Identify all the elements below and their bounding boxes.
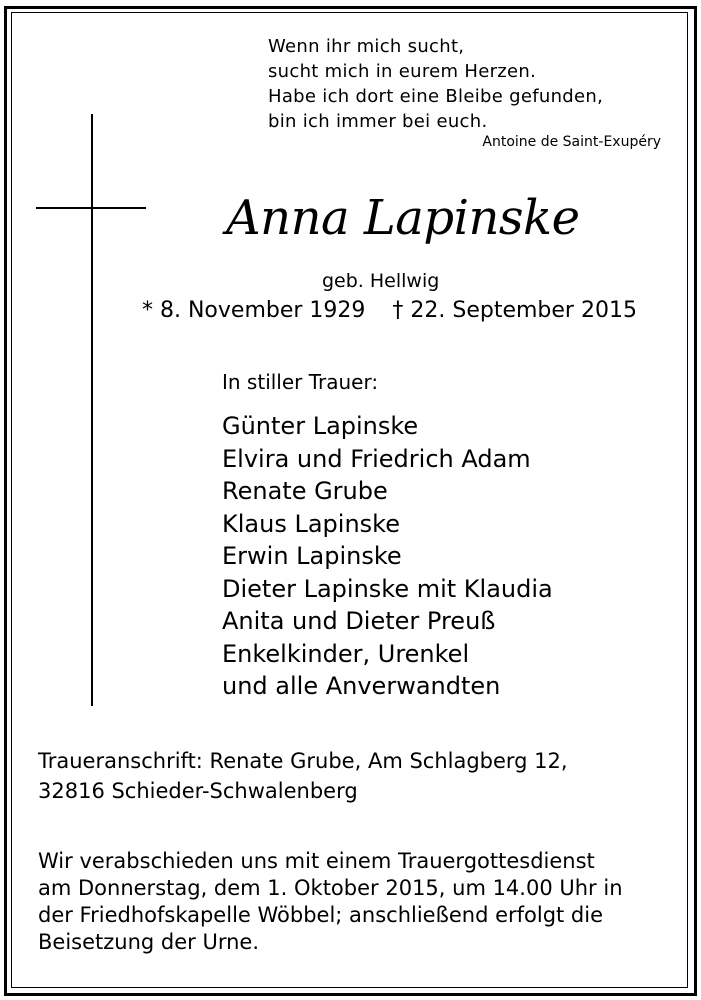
poem [268, 34, 603, 134]
poem-line: sucht mich in eurem Herzen. [268, 61, 537, 82]
mourner-name: Enkelkinder, Urenkel [222, 639, 470, 668]
ceremony-line: am Donnerstag, dem 1. Oktober 2015, um 14.00 Uhr in [38, 876, 623, 900]
poem-line: Habe ich dort eine Bleibe gefunden, [268, 86, 604, 107]
birth-date: * 8. November 1929 [142, 298, 366, 323]
cross-icon [91, 114, 93, 706]
mourner-name: Anita und Dieter Preuß [222, 607, 496, 635]
mourner-name: und alle Anverwandten [222, 672, 501, 700]
life-dates [142, 298, 637, 323]
poem-line: bin ich immer bei euch. [268, 111, 488, 132]
mourner-name: Elvira und Friedrich Adam [222, 444, 531, 473]
mourner-name: Renate Grube [222, 477, 388, 505]
mourners-list [222, 410, 553, 703]
poem-line: Wenn ihr mich sucht, [268, 36, 465, 57]
ceremony-line: Beisetzung der Urne. [38, 930, 260, 954]
cross-icon-bar [36, 207, 146, 209]
mourner-name: Erwin Lapinske [222, 542, 402, 570]
mourning-address [38, 746, 568, 806]
mourning-label: In stiller Trauer: [222, 370, 379, 394]
poem-author: Antoine de Saint-Exupéry [482, 134, 661, 150]
ceremony-notice [38, 848, 623, 956]
maiden-name: geb. Hellwig [322, 270, 440, 292]
deceased-name: Anna Lapinske [226, 190, 580, 246]
mourner-name: Günter Lapinske [222, 412, 419, 440]
death-date: † 22. September 2015 [392, 298, 637, 323]
ceremony-line: Wir verabschieden uns mit einem Trauergottesdienst [38, 849, 595, 873]
address-line: 32816 Schieder-Schwalenberg [38, 779, 358, 803]
mourner-name: Klaus Lapinske [222, 509, 400, 538]
mourner-name: Dieter Lapinske mit Klaudia [222, 574, 553, 603]
address-line: Traueranschrift: Renate Grube, Am Schlagberg 12, [38, 749, 568, 773]
ceremony-line: der Friedhofskapelle Wöbbel; anschließend erfolgt die [38, 903, 604, 927]
